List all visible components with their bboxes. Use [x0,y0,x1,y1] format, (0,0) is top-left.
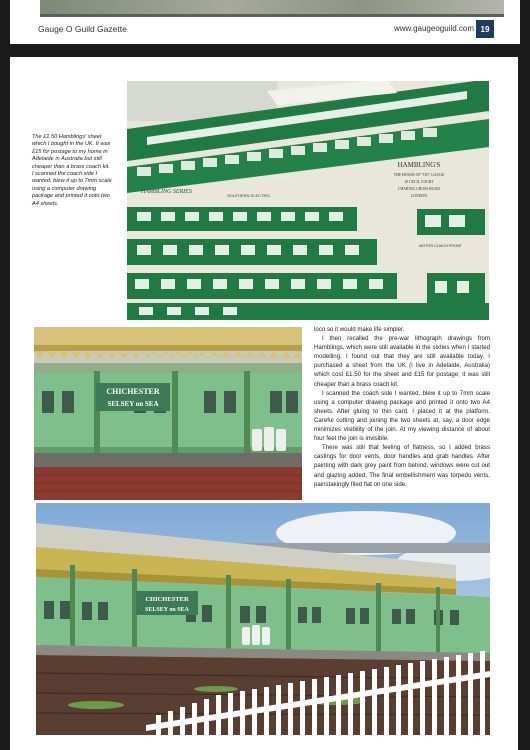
photo2-sign-line2: SELSEY on SEA [107,400,159,408]
photo1-brand-line-2: 10 CECIL COURT [404,180,434,184]
photo-caption: The £1.50 Hamblings' sheet which I bought in the UK. It was £15 for postage to my home in Adelaide in Australia but still cheaper than a brass coach kit. I scanned the coach side I wanted, blew it up to 7mm scale using a computer drawing package and printed it onto two A4 sheets. [32,134,112,207]
photo3-sign-line1: CHICHESTER [145,596,189,603]
photo1-brand-line-3: CHARING CROSS ROAD [398,187,440,191]
photo3-sign-line2: SELSEY on SEA [145,607,189,613]
photo1-brand-line-4: LONDON [410,194,428,198]
website-link[interactable]: www.gaugeoguild.com [393,24,474,33]
station-layout-photo [36,503,490,735]
photo1-brand-line-1: THE HOUSE OF "OO" GAUGE [393,173,445,177]
paragraph: loco so it would make life simpler. [314,326,405,333]
previous-photo-shadow [40,14,504,17]
paragraph: I then recalled the pre-war lithograph drawings from Hamblings, which were still available in the sixties when I started modelling. I found out that they are still available today. I purchased a sheet from the UK (I live in Adelaide, Australia) which cost £1.50 for the sheet and £15 for postage; it was still cheaper than a brass coach kit. [314,335,490,388]
photo1-electric-label: SOUTHERN ELECTRIC [227,193,271,198]
photo1-series-label: HAMBLING SERIES [141,189,192,195]
paragraph: I scanned the coach side I wanted, blew it up to 7mm scale using a computer drawing package and printed it onto two A4 sheets. After gluing to thin card, I placed it at the platform. Careful cutting and joining the two sheets at, say, a door edge minimizes visibility of the join. At my viewing distance of about four feet the join is invisible. [314,389,490,443]
photo1-southern-label: SOUTHERN [266,173,296,183]
page-number-badge: 19 [476,20,494,38]
header-bar [10,0,520,44]
previous-photo-strip [40,0,504,14]
photo1-brand-line-0: HAMBLING'S [397,161,441,169]
hamblings-sheet-photo [127,81,489,320]
platform-closeup-photo [34,327,302,500]
photo2-sign-line1: CHICHESTER [106,387,160,396]
publication-title: Gauge O Guild Gazette [38,24,127,34]
article-body [314,325,490,489]
magazine-page [10,57,518,750]
paragraph: There was still that feeling of flatness, so I added brass castings for door vents, door handles and grab handles. After painting with dark grey paint from behind, windows were cut out and glazing added. The final embellishment was torpedo vents, painstakingly filed flat on one side. [314,444,490,488]
photo1-motor-coach-label: MOTOR COACH FRONT [419,244,462,248]
